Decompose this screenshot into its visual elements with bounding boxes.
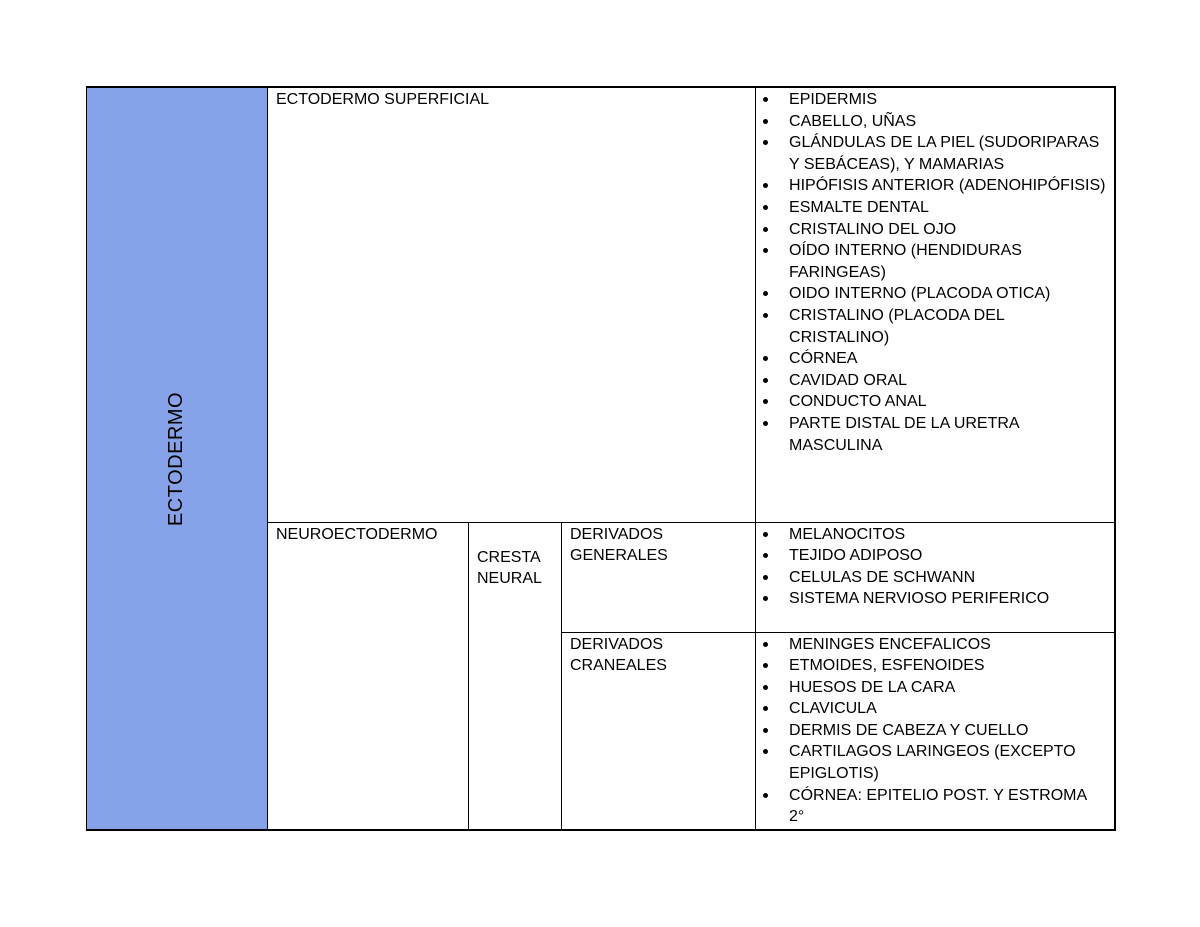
cresta-neural-label: CRESTA NEURAL (477, 548, 542, 588)
list-item: CRISTALINO (PLACODA DEL CRISTALINO) (789, 305, 1106, 348)
neuroectodermo-title: NEUROECTODERMO (276, 525, 438, 543)
list-item: MELANOCITOS (789, 524, 1106, 546)
superficial-title: ECTODERMO SUPERFICIAL (276, 91, 490, 108)
list-item: ETMOIDES, ESFENOIDES (789, 655, 1106, 677)
list-item: CLAVICULA (789, 698, 1106, 720)
neuroectodermo-cell (268, 522, 469, 830)
list-item: CRISTALINO DEL OJO (789, 219, 1106, 241)
list-item: GLÁNDULAS DE LA PIEL (SUDORIPARAS Y SEBÁCEAS), Y MAMARIAS (789, 132, 1106, 175)
list-item: CÓRNEA: EPITELIO POST. Y ESTROMA 2° (789, 785, 1106, 828)
generales-label-cell (562, 522, 756, 632)
list-item: OÍDO INTERNO (HENDIDURAS FARINGEAS) (789, 240, 1106, 283)
list-item: SISTEMA NERVIOSO PERIFERICO (789, 588, 1106, 610)
list-item: EPIDERMIS (789, 89, 1106, 111)
cresta-neural-cell (469, 522, 562, 830)
generales-label: DERIVADOS GENERALES (570, 525, 668, 565)
craneales-label: DERIVADOS CRANEALES (570, 635, 667, 675)
list-item: ESMALTE DENTAL (789, 197, 1106, 219)
list-item: MENINGES ENCEFALICOS (789, 634, 1106, 656)
superficial-row (87, 87, 1115, 522)
craneales-list (756, 633, 1114, 828)
superficial-title-cell (268, 87, 756, 522)
list-item: HUESOS DE LA CARA (789, 677, 1106, 699)
germ-layer-table (86, 86, 1116, 831)
list-item: CAVIDAD ORAL (789, 370, 1106, 392)
list-item: HIPÓFISIS ANTERIOR (ADENOHIPÓFISIS) (789, 175, 1106, 197)
generales-items-cell (756, 522, 1115, 632)
list-item: TEJIDO ADIPOSO (789, 545, 1106, 567)
list-item: OIDO INTERNO (PLACODA OTICA) (789, 283, 1106, 305)
superficial-list (756, 88, 1114, 456)
germ-layer-label: ECTODERMO (165, 391, 188, 526)
craneales-label-cell (562, 632, 756, 830)
list-item: CONDUCTO ANAL (789, 391, 1106, 413)
generales-list (756, 523, 1114, 610)
list-item: DERMIS DE CABEZA Y CUELLO (789, 720, 1106, 742)
list-item: CÓRNEA (789, 348, 1106, 370)
list-item: CELULAS DE SCHWANN (789, 567, 1106, 589)
list-item: CARTILAGOS LARINGEOS (EXCEPTO EPIGLOTIS) (789, 741, 1106, 784)
list-item: PARTE DISTAL DE LA URETRA MASCULINA (789, 413, 1106, 456)
list-item: CABELLO, UÑAS (789, 111, 1106, 133)
germ-layer-cell (87, 87, 268, 830)
craneales-items-cell (756, 632, 1115, 830)
superficial-items-cell (756, 87, 1115, 522)
